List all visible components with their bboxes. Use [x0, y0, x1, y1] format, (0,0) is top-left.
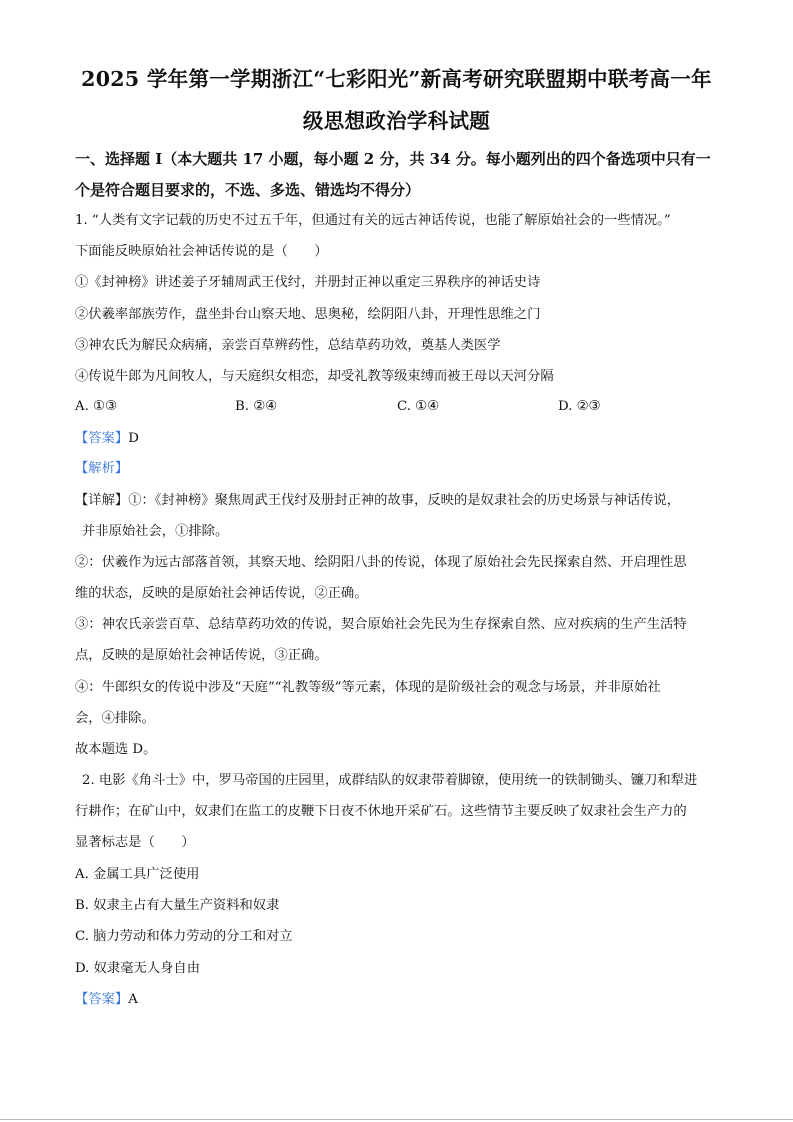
q1-option-b: B. ②④	[235, 399, 278, 414]
q2-stem-line-2: 行耕作；在矿山中，奴隶们在监工的皮鞭下日夜不休地开采矿石。这些情节主要反映了奴隶社会生产力的	[75, 804, 687, 819]
answer-tag: 【答案】	[75, 431, 129, 446]
q1-detail-line-6: 点，反映的是原始社会神话传说，③正确。	[75, 648, 328, 663]
q1-analysis-heading	[75, 459, 128, 479]
q2-option-a: A. 金属工具广泛使用	[75, 867, 200, 882]
q2-stem-line-3: 显著标志是（ ）	[75, 835, 195, 850]
q1-item-2: ②伏羲率部族劳作，盘坐卦台山察天地、思奥秘，绘阴阳八卦，开理性思维之门	[75, 307, 541, 322]
section-heading-line-2: 个是符合题目要求的，不选、多选、错选均不得分）	[75, 181, 421, 199]
q2-option-d: D. 奴隶毫无人身自由	[75, 961, 201, 976]
answer-tag: 【答案】	[75, 992, 129, 1007]
detail-text: ①：《封神榜》聚焦周武王伐纣及册封正神的故事，反映的是奴隶社会的历史场景与神话传说，	[128, 493, 681, 508]
q1-detail-line-5: ③：神农氏亲尝百草、总结草药功效的传说，契合原始社会先民为生存探索自然、应对疾病的生产生活特	[75, 617, 687, 632]
answer-value: D	[128, 431, 139, 446]
q2-option-c: C. 脑力劳动和体力劳动的分工和对立	[75, 929, 293, 944]
q1-stem-line-1: 1. “人类有文字记载的历史不过五千年，但通过有关的远古神话传说，也能了解原始社会的一些情况。”	[75, 213, 671, 228]
q1-item-1: ①《封神榜》讲述姜子牙辅周武王伐纣，并册封正神以重定三界秩序的神话史诗	[75, 275, 541, 290]
analysis-tag: 【解析】	[75, 461, 129, 476]
q1-item-4: ④传说牛郎为凡间牧人，与天庭织女相恋，却受礼教等级束缚而被王母以天河分隔	[75, 369, 554, 384]
answer-value: A	[128, 992, 138, 1007]
q1-detail-line-2: 并非原始社会，①排除。	[82, 524, 229, 539]
section-heading	[75, 144, 730, 206]
q1-item-3: ③神农氏为解民众病痛，亲尝百草辨药性，总结草药功效，奠基人类医学	[75, 338, 501, 353]
q1-option-c: C. ①④	[397, 399, 439, 414]
section-heading-line-1: 一、选择题 I（本大题共 17 小题，每小题 2 分，共 34 分。每小题列出的四个备选项中只有一	[75, 150, 711, 168]
q1-detail-line-4: 维的状态，反映的是原始社会神话传说，②正确。	[75, 586, 368, 601]
q1-conclusion: 故本题选 D。	[75, 742, 157, 757]
q2-answer	[75, 990, 138, 1010]
q1-detail-line-1	[75, 491, 680, 511]
q1-option-d: D. ②③	[558, 399, 601, 414]
q1-detail-line-7: ④：牛郎织女的传说中涉及“天庭”“礼教等级”等元素，体现的是阶级社会的观念与场景，并非原始社	[75, 680, 661, 695]
q1-detail-line-8: 会，④排除。	[75, 711, 155, 726]
document-title-line-2: 级思想政治学科试题	[302, 109, 491, 133]
q1-answer	[75, 429, 139, 449]
document-title-line-1: 2025 学年第一学期浙江“七彩阳光”新高考研究联盟期中联考高一年	[81, 67, 712, 91]
detail-tag: 【详解】	[75, 493, 129, 508]
page-bottom-divider	[0, 1119, 793, 1120]
q2-option-b: B. 奴隶主占有大量生产资料和奴隶	[75, 898, 280, 913]
q1-option-a: A. ①③	[75, 399, 117, 414]
q1-detail-line-3: ②：伏羲作为远古部落首领，其察天地、绘阴阳八卦的传说，体现了原始社会先民探索自然、开启理性思	[75, 555, 687, 570]
q2-stem-line-1: 2. 电影《角斗士》中，罗马帝国的庄园里，成群结队的奴隶带着脚镣，使用统一的铁制锄头、镰刀和犁进	[82, 773, 698, 788]
q1-stem-line-2: 下面能反映原始社会神话传说的是（ ）	[75, 244, 328, 259]
